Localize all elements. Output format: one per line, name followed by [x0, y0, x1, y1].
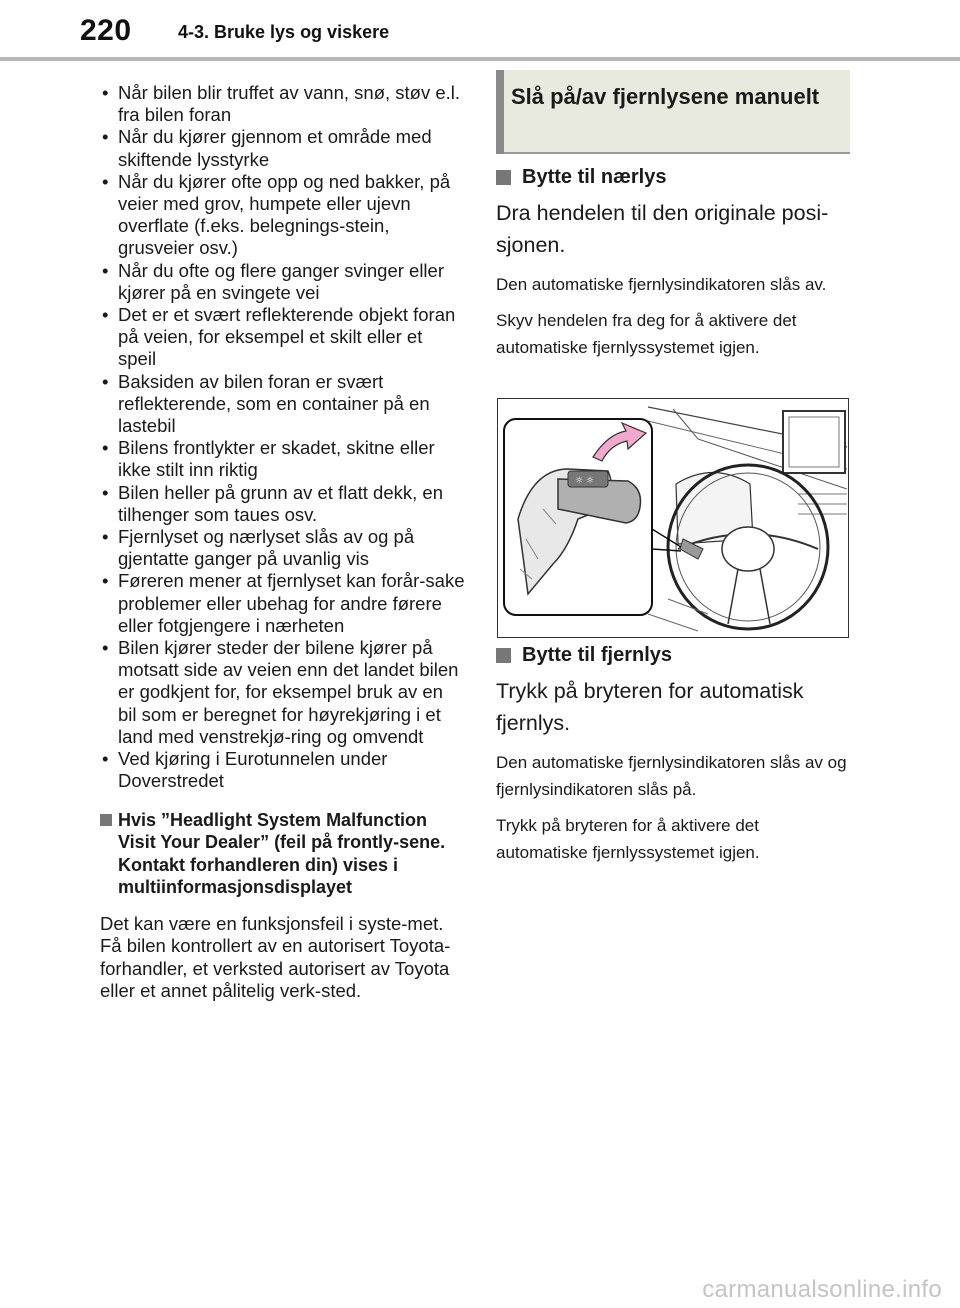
- bullet-icon: •: [102, 637, 109, 659]
- list-item: • Baksiden av bilen foran er svært reflekterende, som en container på en lastebil: [102, 370, 430, 437]
- list-item: • Fjernlyset og nærlyset slås av og på gjentatte ganger på uvanlig vis: [102, 526, 415, 570]
- bullet-icon: •: [102, 526, 109, 548]
- instruction-low-beam: Dra hendelen til den originale posi-sjonen.: [496, 201, 829, 257]
- left-column: [100, 82, 465, 1003]
- bullet-icon: •: [102, 570, 109, 592]
- malfunction-heading: Hvis ”Headlight System Malfunction Visit Your Dealer” (feil på frontly-sene. Kontakt forhandleren din) vises i multiinformasjonsdisplayet: [100, 809, 465, 899]
- list-item: • Føreren mener at fjernlyset kan forår-sake problemer eller ubehag for andre førere eller fotgjengere i nærheten: [102, 570, 465, 636]
- page-number: 220: [80, 14, 132, 47]
- list-item: • Bilens frontlykter er skadet, skitne eller ikke stilt inn riktig: [102, 437, 435, 481]
- bullet-icon: •: [102, 82, 109, 103]
- dashboard-drawing: [498, 399, 847, 636]
- square-marker-icon: [496, 170, 511, 185]
- list-item: • Ved kjøring i Eurotunnelen under Doverstredet: [102, 748, 388, 792]
- list-item: • Bilen heller på grunn av et flatt dekk, en tilhenger som taues osv.: [102, 481, 443, 525]
- section-title-text: Slå på/av fjernlysene manuelt: [511, 84, 820, 109]
- square-marker-icon: [496, 648, 511, 663]
- bullet-icon: •: [102, 481, 109, 503]
- bullet-icon: •: [102, 170, 109, 192]
- bullet-icon: •: [102, 304, 109, 326]
- note-high-beam-1: Den automatiske fjernlysindikatoren slås av og fjernlysindikatoren slås på.: [496, 753, 847, 799]
- note-low-beam-2: Skyv hendelen fra deg for å aktivere det automatiske fjernlyssystemet igjen.: [496, 311, 797, 357]
- square-marker-icon: [100, 814, 112, 826]
- page-header: [0, 0, 960, 62]
- section-title-bar: [496, 70, 504, 154]
- instruction-high-beam: Trykk på bryteren for automatisk fjernlys.: [496, 679, 804, 735]
- section-title: [496, 70, 850, 154]
- heading-low-beam: Bytte til nærlys: [496, 165, 852, 189]
- list-item: • Bilen kjører steder der bilene kjører på motsatt side av veien enn det landet bilen er godkjent for, for eksempel bruk av en bil som er beregnet for høyrekjøring i et land med venstrekjø-ring og omvendt: [102, 637, 459, 747]
- malfunction-body: Det kan være en funksjonsfeil i syste-met. Få bilen kontrollert av en autorisert Toyota-forhandler, et verksted autorisert av Toyota eller et annet pålitelig verk-sted.: [100, 912, 451, 1001]
- list-item: • Når du ofte og flere ganger svinger eller kjører på en svingete vei: [102, 259, 444, 303]
- high-beam-block: [496, 643, 852, 866]
- bullet-icon: •: [102, 259, 109, 281]
- lever-illustration: [497, 398, 849, 638]
- svg-text:☼ ☼: ☼ ☼: [575, 476, 594, 486]
- header-rule: [0, 57, 960, 61]
- watermark: carmanualsonline.info: [702, 1276, 942, 1303]
- heading-high-beam: Bytte til fjernlys: [496, 643, 852, 667]
- condition-list: [100, 82, 465, 793]
- center-screen: [783, 411, 845, 473]
- bullet-icon: •: [102, 437, 109, 459]
- list-item: • Det er et svært reflekterende objekt foran på veien, for eksempel et skilt eller et speil: [102, 304, 456, 370]
- note-high-beam-2: Trykk på bryteren for å aktivere det automatiske fjernlyssystemet igjen.: [496, 816, 760, 862]
- bullet-icon: •: [102, 370, 109, 392]
- list-item: • Når du kjører gjennom et område med skiftende lysstyrke: [102, 126, 432, 170]
- chapter-title: 4-3. Bruke lys og viskere: [178, 22, 390, 42]
- list-item: • Når bilen blir truffet av vann, snø, støv e.l. fra bilen foran: [102, 82, 461, 126]
- right-column: [496, 70, 852, 862]
- bullet-icon: •: [102, 748, 109, 770]
- list-item: • Når du kjører ofte opp og ned bakker, på veier med grov, humpete eller ujevn overflate (f.eks. belegnings-stein, grusveier osv.): [102, 170, 451, 259]
- bullet-icon: •: [102, 126, 109, 148]
- note-low-beam-1: Den automatiske fjernlysindikatoren slås av.: [496, 275, 827, 294]
